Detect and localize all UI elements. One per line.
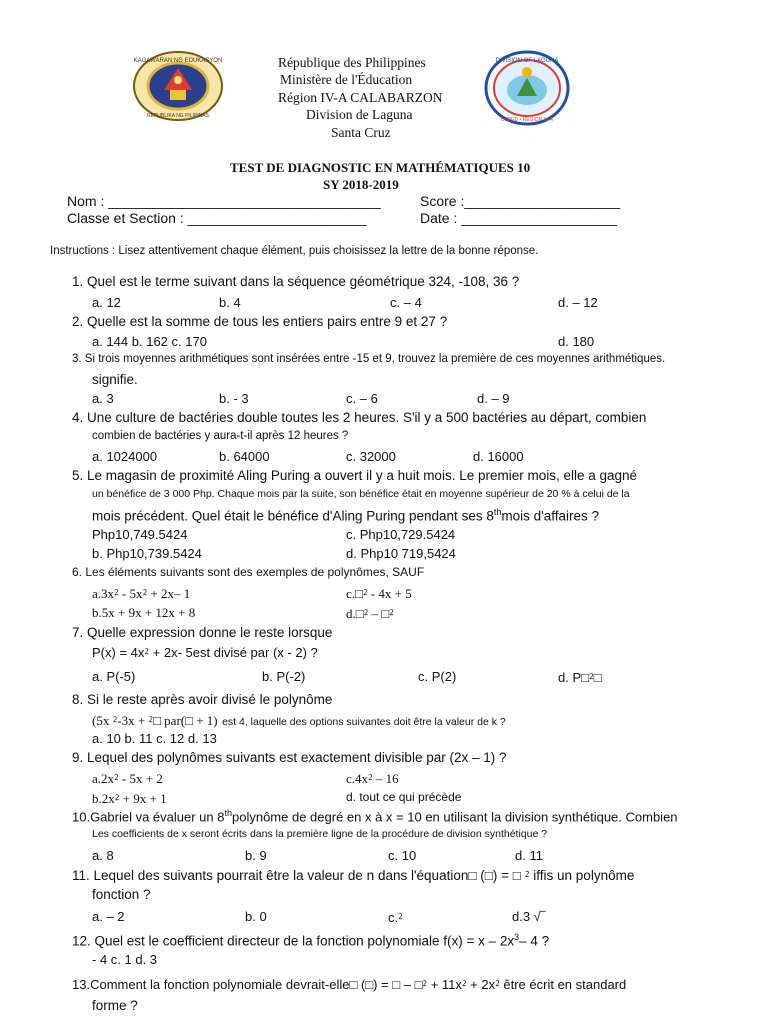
header-city: Santa Cruz bbox=[331, 125, 391, 140]
question-4-cont: combien de bactéries y aura-t-il après 12 heures ? bbox=[92, 430, 349, 442]
instructions: Instructions : Lisez attentivement chaque élément, puis choisissez la lettre de la bonne réponse. bbox=[50, 245, 539, 257]
deped-seal-logo bbox=[132, 50, 224, 122]
q9-option-a[interactable]: a.2x⁲ - 5x + 2 bbox=[92, 771, 163, 786]
header-region: Région IV-A CALABARZON bbox=[278, 90, 443, 105]
question-1: 1. Quel est le terme suivant dans la séquence géométrique 324, -108, 36 ? bbox=[72, 274, 520, 289]
question-8-cont: (5x ⁲-3x + ⁲□ par(□ + 1) est 4, laquelle des options suivantes doit être la valeur de k ? bbox=[92, 713, 506, 728]
q9-option-c[interactable]: c.4x⁲ – 16 bbox=[346, 771, 399, 786]
name-field[interactable]: Nom : ___________________________________ bbox=[67, 193, 381, 209]
question-13: 13.Comment la fonction polynomiale devrait-elle□ (□) = □ – □⁲ + 11x⁲ + 2x⁲ être écrit en standard bbox=[72, 977, 627, 992]
q7-option-a[interactable]: a. P(-5) bbox=[92, 669, 136, 684]
question-9: 9. Lequel des polynômes suivants est exactement divisible par (2x – 1) ? bbox=[72, 750, 507, 765]
question-3: 3. Si trois moyennes arithmétiques sont insérées entre -15 et 9, trouvez la première de ces moyennes arithmétiques. bbox=[72, 353, 666, 365]
q10-option-b[interactable]: b. 9 bbox=[245, 848, 267, 863]
q1-option-c[interactable]: c. – 4 bbox=[390, 295, 422, 310]
q4-option-b[interactable]: b. 64000 bbox=[219, 449, 270, 464]
q7-option-b[interactable]: b. P(-2) bbox=[262, 669, 306, 684]
q11-option-d[interactable]: d.3 √‾ bbox=[512, 909, 546, 924]
q4-option-d[interactable]: d. 16000 bbox=[473, 449, 524, 464]
test-title: TEST DE DIAGNOSTIC EN MATHÉMATIQUES 10 bbox=[230, 160, 531, 175]
question-6: 6. Les éléments suivants sont des exemples de polynômes, SAUF bbox=[72, 565, 425, 579]
q7-option-d[interactable]: d. P□⁲□ bbox=[558, 670, 602, 685]
q11-option-c[interactable]: c.⁲ bbox=[388, 910, 403, 925]
question-11: 11. Lequel des suivants pourrait être la valeur de n dans l'équation□ (□) = □ ⁲ iffis un polynôme bbox=[72, 868, 635, 883]
question-7-cont: P(x) = 4x⁲ + 2x- 5est divisé par (x - 2) ? bbox=[92, 645, 318, 660]
question-10: 10.Gabriel va évaluer un 8thpolynôme de degré en x à x = 10 en utilisant la division synthétique. Combien bbox=[72, 808, 678, 825]
q7-option-c[interactable]: c. P(2) bbox=[418, 669, 457, 684]
q5-option-b[interactable]: b. Php10,739.5424 bbox=[92, 546, 202, 561]
question-5: 5. Le magasin de proximité Aling Puring a ouvert il y a huit mois. Le premier mois, elle a gagné bbox=[72, 468, 638, 483]
header-ministry: Ministère de l'Éducation bbox=[280, 72, 413, 87]
q4-option-a[interactable]: a. 1024000 bbox=[92, 449, 158, 464]
question-5-cont2: mois précédent. Quel était le bénéfice d'Aling Puring pendant ses 8thmois d'affaires ? bbox=[92, 507, 599, 524]
q11-option-a[interactable]: a. – 2 bbox=[92, 909, 125, 924]
q4-option-c[interactable]: c. 32000 bbox=[346, 449, 396, 464]
question-12: 12. Quel est le coefficient directeur de la fonction polynomiale $f(x) = x - 2x^3-$ 4 ? bbox=[72, 932, 550, 949]
question-5-cont1: un bénéfice de 3 000 Php. Chaque mois par la suite, son bénéfice était en moyenne supérieur de 20 % à celui de la bbox=[92, 488, 630, 500]
right-seal-subtext: DEPED • REGION IV-A bbox=[500, 117, 554, 123]
question-10-cont: Les coefficients de x seront écrits dans la première ligne de la procédure de division synthétique ? bbox=[92, 828, 548, 840]
question-3-cont: signifie. bbox=[92, 372, 138, 387]
q10-option-d[interactable]: d. 11 bbox=[515, 848, 543, 863]
question-2: 2. Quelle est la somme de tous les entiers pairs entre 9 et 27 ? bbox=[72, 314, 448, 329]
school-year: SY 2018-2019 bbox=[323, 177, 399, 192]
left-seal-text: KAGAWARAN NG EDUKASYON bbox=[133, 58, 223, 64]
question-8: 8. Si le reste après avoir divisé le polynôme bbox=[72, 692, 333, 707]
q1-option-b[interactable]: b. 4 bbox=[219, 295, 241, 310]
right-seal-text: DIVISION OF LAGUNA bbox=[495, 58, 559, 64]
q5-option-c[interactable]: c. Php10,729.5424 bbox=[346, 527, 456, 542]
q3-option-d[interactable]: d. – 9 bbox=[477, 391, 510, 406]
q11-option-b[interactable]: b. 0 bbox=[245, 909, 267, 924]
q2-options-abc[interactable]: a. 144 b. 162 c. 170 bbox=[92, 334, 207, 349]
q9-option-b[interactable]: b.2x⁲ + 9x + 1 bbox=[92, 791, 167, 806]
q8-options[interactable]: a. 10 b. 11 c. 12 d. 13 bbox=[92, 731, 217, 746]
q1-option-d[interactable]: d. – 12 bbox=[558, 295, 598, 310]
q6-option-d[interactable]: d.□⁲ – □⁲ bbox=[346, 606, 394, 621]
q3-option-c[interactable]: c. – 6 bbox=[346, 391, 378, 406]
q10-option-a[interactable]: a. 8 bbox=[92, 848, 114, 863]
q9-option-d[interactable]: d. tout ce qui précède bbox=[346, 790, 462, 804]
question-11-cont: fonction ? bbox=[92, 887, 151, 902]
header-division: Division de Laguna bbox=[306, 107, 413, 122]
q6-option-a[interactable]: a.3x⁲ - 5x⁲ + 2x– 1 bbox=[92, 586, 191, 601]
date-field[interactable]: Date : ____________________ bbox=[420, 210, 617, 226]
score-field[interactable]: Score :____________________ bbox=[420, 193, 621, 209]
question-7: 7. Quelle expression donne le reste lorsque bbox=[72, 625, 333, 640]
q12-options[interactable]: - 4 c. 1 d. 3 bbox=[92, 952, 158, 967]
q6-option-b[interactable]: b.5x + 9x + 12x + 8 bbox=[92, 605, 196, 620]
q5-option-d[interactable]: d. Php10 719,5424 bbox=[346, 546, 456, 561]
class-section-field[interactable]: Classe et Section : _______________________ bbox=[67, 210, 367, 226]
q10-option-c[interactable]: c. 10 bbox=[388, 848, 417, 863]
q3-option-b[interactable]: b. - 3 bbox=[219, 391, 249, 406]
left-seal-subtext: REPUBLIKA NG PILIPINAS bbox=[147, 113, 209, 119]
q3-option-a[interactable]: a. 3 bbox=[92, 391, 114, 406]
q1-option-a[interactable]: a. 12 bbox=[92, 295, 121, 310]
question-13-cont: forme ? bbox=[92, 998, 138, 1013]
header-republic: République des Philippines bbox=[278, 55, 426, 70]
q2-option-d[interactable]: d. 180 bbox=[558, 334, 595, 349]
q6-option-c[interactable]: c.□⁲ - 4x + 5 bbox=[346, 586, 412, 601]
q5-option-a[interactable]: Php10,749.5424 bbox=[92, 527, 188, 542]
question-4: 4. Une culture de bactéries double toutes les 2 heures. S'il y a 500 bactéries au départ, combien bbox=[72, 410, 647, 425]
division-laguna-seal-logo bbox=[484, 50, 570, 126]
